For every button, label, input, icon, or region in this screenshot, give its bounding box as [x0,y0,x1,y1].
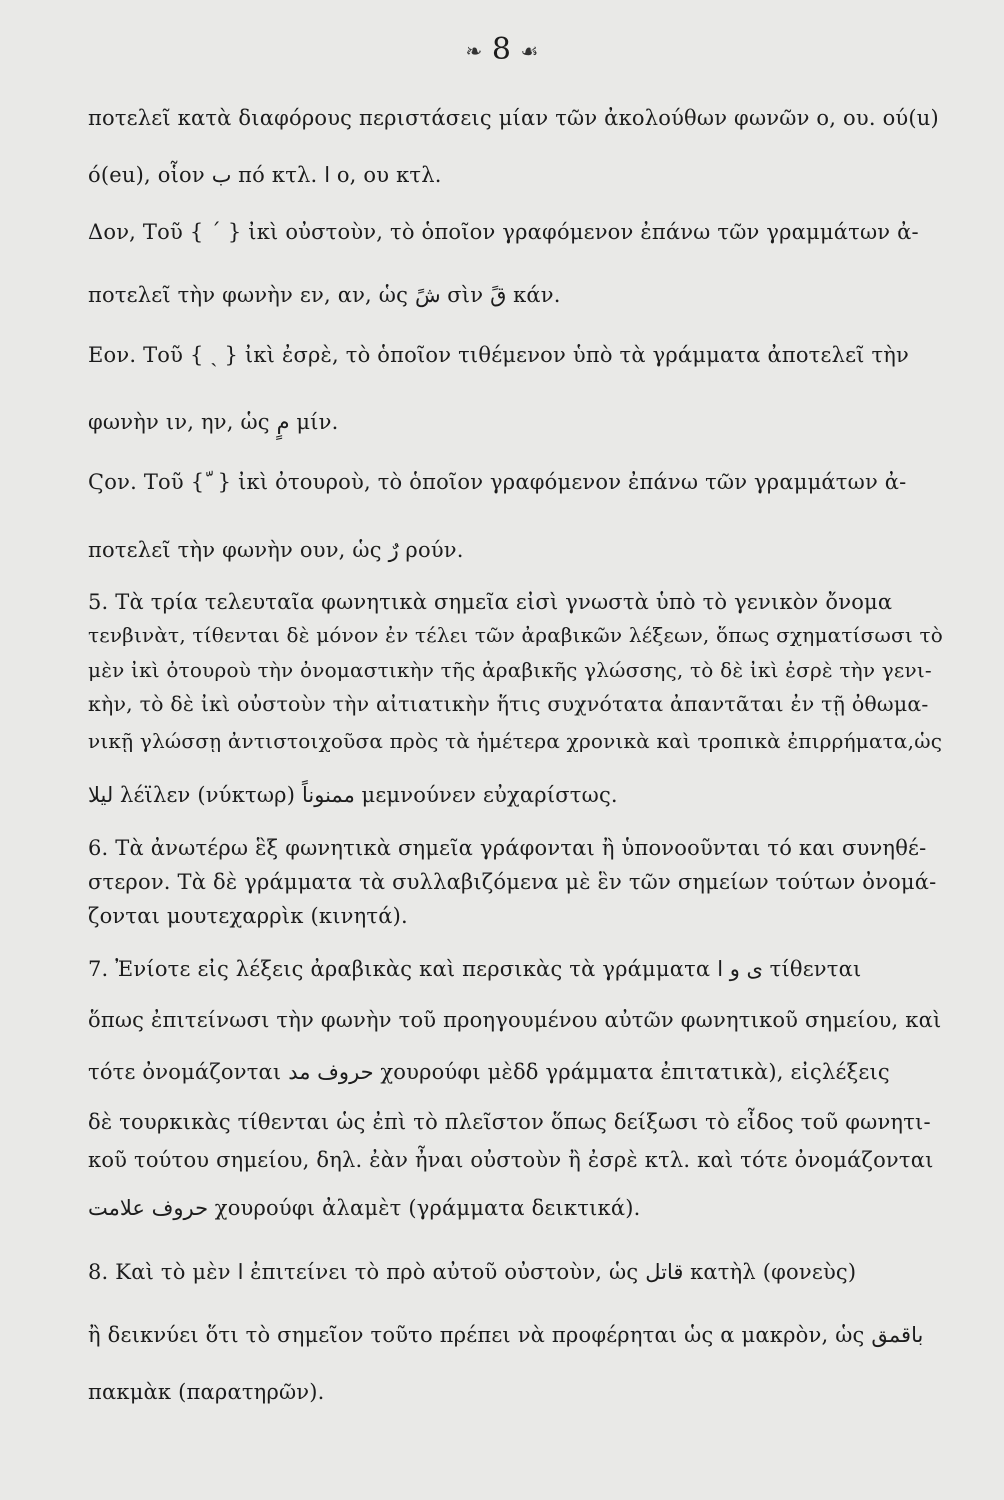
text-line: κοῦ τούτου σημείου, δηλ. ἐὰν ἦναι οὐστοὺν ἢ ἐσρὲ κτλ. καὶ τότε ὀνομάζονται [88,1148,934,1172]
text-line: στερον. Τὰ δὲ γράμματα τὰ συλλαβιζόμενα μὲ ἓν τῶν σημείων τούτων ὀνομά- [88,870,937,894]
ornament-left-icon: ❧ [465,39,483,63]
text-line: 6. Τὰ ἀνωτέρω ἓξ φωνητικὰ σημεῖα γράφονται ἢ ὑπονοοῦνται τό και συνηθέ- [88,836,927,860]
text-line: νικῇ γλώσσῃ ἀντιστοιχοῦσα πρὸς τὰ ἡμέτερα χρονικὰ καὶ τροπικὰ ἐπιρρήματα,ὡς [88,729,943,753]
text-line: ό(eu), οἷον ب πό κτλ. ا ο, ου κτλ. [88,163,442,187]
ornament-right-icon: ☙ [520,39,539,63]
text-line: ليلا λέϊλεν (νύκτωρ) ممنوناً μεμνούνεν εὐχαρίστως. [88,783,618,807]
text-line: φωνὴν ιν, ην, ὡς مٍ μίν. [88,410,339,434]
text-line: Ϛον. Τοῦ { ّ } ἰκὶ ὀτουροὺ, τὸ ὁποῖον γραφόμενον ἐπάνω τῶν γραμμάτων ἀ- [88,470,907,494]
text-line: μὲν ἰκὶ ὀτουροὺ τὴν ὀνομαστικὴν τῆς ἀραβικῆς γλώσσης, τὸ δὲ ἰκὶ ἐσρὲ τὴν γενι- [88,658,932,682]
text-line: ποτελεῖ κατὰ διαφόρους περιστάσεις μίαν τῶν ἀκολούθων φωνῶν ο, ου. ού(u) [88,106,939,130]
text-line: τότε ὀνομάζονται حروف مد χουρούφι μὲδδ γράμματα ἐπιτατικὰ), εἰςλέξεις [88,1060,890,1084]
text-line: ἢ δεικνύει ὅτι τὸ σημεῖον τοῦτο πρέπει νὰ προφέρηται ὡς α μακρὸν, ὡς باقمق [88,1323,924,1347]
text-line: 5. Τὰ τρία τελευταῖα φωνητικὰ σημεῖα εἰσὶ γνωστὰ ὑπὸ τὸ γενικὸν ὄνομα [88,590,893,614]
text-line: ποτελεῖ τὴν φωνὴν ουν, ὡς رٌ ρούν. [88,538,464,562]
text-line: ζονται μουτεχαρρὶκ (κινητά). [88,904,408,928]
text-line: حروف علامت χουρούφι ἀλαμὲτ (γράμματα δεικτικά). [88,1196,641,1220]
text-line: 7. Ἐνίοτε εἰς λέξεις ἀραβικὰς καὶ περσικὰς τὰ γράμματα ی و ا τίθενται [88,957,862,981]
text-line: 8. Καὶ τὸ μὲν ا ἐπιτείνει τὸ πρὸ αὐτοῦ οὐστοὺν, ὡς قاتل κατὴλ (φονεὺς) [88,1260,857,1284]
text-line: τενβινὰτ, τίθενται δὲ μόνον ἐν τέλει τῶν ἀραβικῶν λέξεων, ὅπως σχηματίσωσι τὸ [88,623,943,647]
text-line: πακμὰκ (παρατηρῶν). [88,1380,325,1404]
text-line: Εον. Τοῦ { ˏ } ἰκὶ ἐσρὲ, τὸ ὁποῖον τιθέμενον ὑπὸ τὰ γράμματα ἀποτελεῖ τὴν [88,343,910,367]
page-number: 8 [491,32,511,67]
text-line: δὲ τουρκικὰς τίθενται ὡς ἐπὶ τὸ πλεῖστον ὅπως δείξωσι τὸ εἶδος τοῦ φωνητι- [88,1110,931,1134]
text-line: ποτελεῖ τὴν φωνὴν εν, αν, ὡς شً σὶν قً κάν. [88,283,561,307]
text-line: κὴν, τὸ δὲ ἰκὶ οὐστοὺν τὴν αἰτιατικὴν ἥτις συχνότατα ἀπαντᾶται ἐν τῇ ὀθωμα- [88,692,929,716]
page-header [0,32,1004,67]
text-line: Δον, Τοῦ { ´ } ἰκὶ οὐστοὺν, τὸ ὁποῖον γραφόμενον ἐπάνω τῶν γραμμάτων ἀ- [88,220,919,244]
text-line: ὅπως ἐπιτείνωσι τὴν φωνὴν τοῦ προηγουμένου αὐτῶν φωνητικοῦ σημείου, καὶ [88,1008,942,1032]
